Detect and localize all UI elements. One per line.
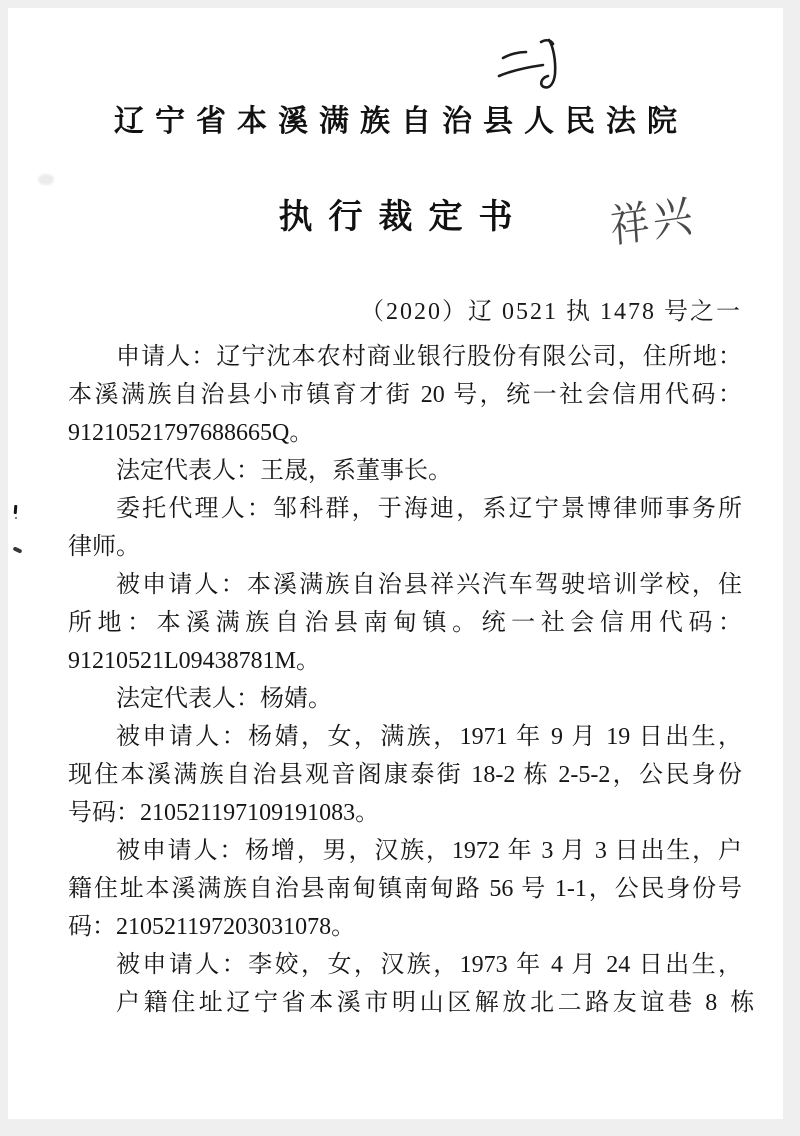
document-page: [8, 8, 783, 1119]
body-line: 委托代理人：邹科群，于海迪，系辽宁景博律师事务所: [116, 496, 742, 522]
body-line: 律师。: [68, 534, 140, 560]
body-line: 现住本溪满族自治县观音阁康泰街 18-2 栋 2-5-2，公民身份: [68, 762, 742, 788]
ink-smudge: [38, 174, 54, 185]
body-line: 91210521797688665Q。: [68, 420, 314, 446]
body-line: 法定代表人：杨婧。: [116, 686, 332, 712]
ink-speck: [13, 546, 23, 553]
case-number: （2020）辽 0521 执 1478 号之一: [360, 299, 742, 325]
body-line: 号码：210521197109191083。: [68, 800, 380, 826]
body-line: 申请人：辽宁沈本农村商业银行股份有限公司，住所地：: [116, 344, 742, 370]
document-body: [68, 338, 758, 1022]
body-line: 所地：本溪满族自治县南甸镇。统一社会信用代码：: [68, 610, 742, 636]
court-name: 辽宁省本溪满族自治县人民法院: [114, 105, 688, 138]
body-line: 被申请人：李姣，女，汉族，1973 年 4 月 24 日出生，: [116, 952, 742, 978]
body-line: 91210521L09438781M。: [68, 648, 320, 674]
body-line: 被申请人：本溪满族自治县祥兴汽车驾驶培训学校，住: [116, 572, 742, 598]
handwritten-signature: 祥兴: [608, 190, 698, 253]
body-line: 被申请人：杨增，男，汉族，1972 年 3 月 3 日出生，户: [116, 838, 742, 864]
body-line: 码：210521197203031078。: [68, 914, 356, 940]
body-line: 法定代表人：王晟，系董事长。: [116, 458, 452, 484]
body-line: 户籍住址辽宁省本溪市明山区解放北二路友谊巷 8 栋: [116, 990, 758, 1016]
body-line: 被申请人：杨婧，女，满族，1971 年 9 月 19 日出生，: [116, 724, 742, 750]
ink-speck: [15, 517, 17, 519]
handwritten-scribble-icon: [493, 36, 579, 90]
body-line: 籍住址本溪满族自治县南甸镇南甸路 56 号 1-1，公民身份号: [68, 876, 742, 902]
ink-speck: [14, 505, 18, 514]
document-title: 执行裁定书: [278, 199, 529, 236]
body-line: 本溪满族自治县小市镇育才街 20 号，统一社会信用代码：: [68, 382, 742, 408]
